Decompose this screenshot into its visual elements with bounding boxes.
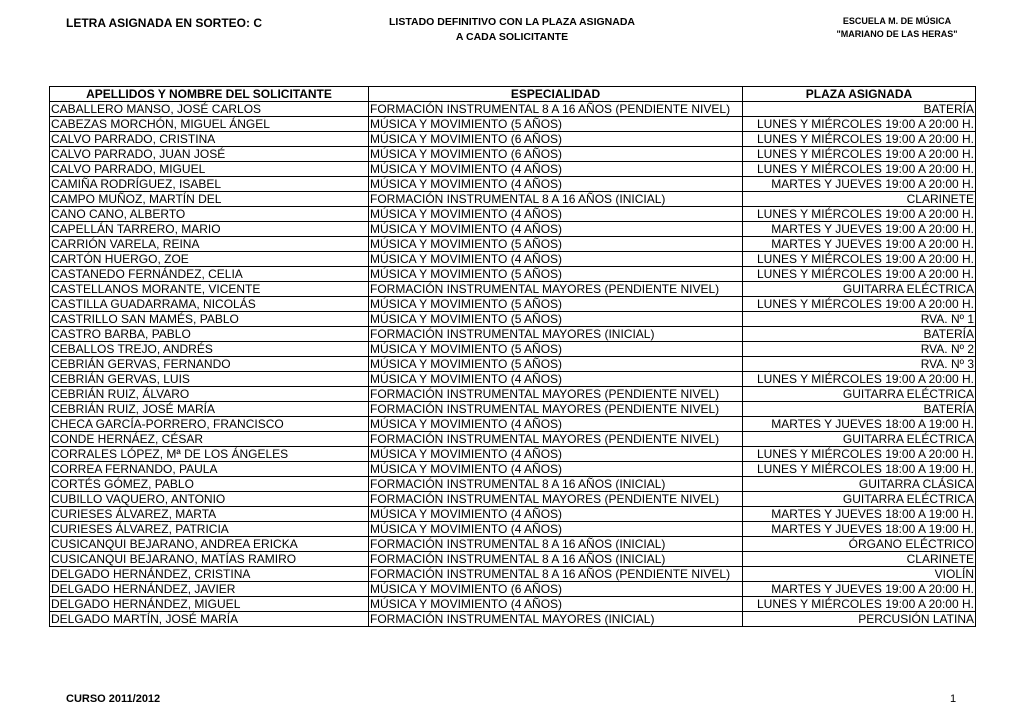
cell-specialty: MÚSICA Y MOVIMIENTO (4 AÑOS) <box>369 507 743 522</box>
cell-specialty: FORMACIÓN INSTRUMENTAL 8 A 16 AÑOS (INICIAL) <box>369 552 743 567</box>
lottery-letter-heading: LETRA ASIGNADA EN SORTEO: C <box>66 16 263 30</box>
cell-assigned-slot: MARTES Y JUEVES 19:00 A 20:00 H. <box>743 222 976 237</box>
table-row <box>50 117 976 132</box>
cell-specialty: MÚSICA Y MOVIMIENTO (4 AÑOS) <box>369 252 743 267</box>
table-row <box>50 342 976 357</box>
cell-assigned-slot: VIOLÍN <box>743 567 976 582</box>
cell-name: DELGADO HERNÁNDEZ, CRISTINA <box>50 567 369 582</box>
school-name-line2: "MARIANO DE LAS HERAS" <box>836 29 958 39</box>
column-header-assigned-slot: PLAZA ASIGNADA <box>743 87 976 102</box>
cell-name: CAPELLÁN TARRERO, MARIO <box>50 222 369 237</box>
cell-name: DELGADO MARTÍN, JOSÉ MARÍA <box>50 612 369 627</box>
cell-name: CORREA FERNANDO, PAULA <box>50 462 369 477</box>
cell-specialty: MÚSICA Y MOVIMIENTO (6 AÑOS) <box>369 147 743 162</box>
cell-specialty: MÚSICA Y MOVIMIENTO (5 AÑOS) <box>369 237 743 252</box>
cell-name: CEBALLOS TREJO, ANDRÉS <box>50 342 369 357</box>
table-row <box>50 567 976 582</box>
cell-name: CALVO PARRADO, CRISTINA <box>50 132 369 147</box>
cell-name: CAMPO MUÑOZ, MARTÍN DEL <box>50 192 369 207</box>
cell-specialty: FORMACIÓN INSTRUMENTAL MAYORES (PENDIENTE NIVEL) <box>369 432 743 447</box>
school-name <box>800 15 994 41</box>
cell-assigned-slot: LUNES Y MIÉRCOLES 19:00 A 20:00 H. <box>743 372 976 387</box>
table-row <box>50 447 976 462</box>
table-row <box>50 582 976 597</box>
cell-name: CALVO PARRADO, JUAN JOSÉ <box>50 147 369 162</box>
table-row <box>50 147 976 162</box>
cell-specialty: FORMACIÓN INSTRUMENTAL 8 A 16 AÑOS (INICIAL) <box>369 192 743 207</box>
cell-name: CEBRIÁN RUIZ, ÁLVARO <box>50 387 369 402</box>
table-row <box>50 507 976 522</box>
table-row <box>50 102 976 117</box>
document-title-line1: LISTADO DEFINITIVO CON LA PLAZA ASIGNADA <box>389 16 635 28</box>
cell-name: CARRIÓN VARELA, REINA <box>50 237 369 252</box>
table-row <box>50 402 976 417</box>
cell-name: CANO CANO, ALBERTO <box>50 207 369 222</box>
cell-specialty: MÚSICA Y MOVIMIENTO (5 AÑOS) <box>369 342 743 357</box>
cell-specialty: FORMACIÓN INSTRUMENTAL MAYORES (PENDIENTE NIVEL) <box>369 387 743 402</box>
table-row <box>50 252 976 267</box>
cell-assigned-slot: RVA. Nº 3 <box>743 357 976 372</box>
cell-assigned-slot: BATERÍA <box>743 402 976 417</box>
cell-assigned-slot: LUNES Y MIÉRCOLES 19:00 A 20:00 H. <box>743 447 976 462</box>
cell-specialty: MÚSICA Y MOVIMIENTO (5 AÑOS) <box>369 312 743 327</box>
cell-specialty: FORMACIÓN INSTRUMENTAL 8 A 16 AÑOS (PENDIENTE NIVEL) <box>369 102 743 117</box>
cell-specialty: FORMACIÓN INSTRUMENTAL 8 A 16 AÑOS (PENDIENTE NIVEL) <box>369 567 743 582</box>
column-header-specialty: ESPECIALIDAD <box>369 87 743 102</box>
cell-name: CASTANEDO FERNÁNDEZ, CELIA <box>50 267 369 282</box>
cell-specialty: FORMACIÓN INSTRUMENTAL MAYORES (INICIAL) <box>369 327 743 342</box>
cell-specialty: MÚSICA Y MOVIMIENTO (4 AÑOS) <box>369 207 743 222</box>
cell-specialty: MÚSICA Y MOVIMIENTO (4 AÑOS) <box>369 462 743 477</box>
cell-specialty: MÚSICA Y MOVIMIENTO (4 AÑOS) <box>369 447 743 462</box>
course-year: CURSO 2011/2012 <box>66 693 161 705</box>
table-row <box>50 597 976 612</box>
table-row <box>50 132 976 147</box>
cell-specialty: MÚSICA Y MOVIMIENTO (6 AÑOS) <box>369 132 743 147</box>
cell-specialty: FORMACIÓN INSTRUMENTAL MAYORES (PENDIENTE NIVEL) <box>369 282 743 297</box>
table-row <box>50 207 976 222</box>
school-name-line1: ESCUELA M. DE MÚSICA <box>842 16 952 26</box>
cell-specialty: MÚSICA Y MOVIMIENTO (5 AÑOS) <box>369 267 743 282</box>
cell-specialty: MÚSICA Y MOVIMIENTO (4 AÑOS) <box>369 597 743 612</box>
cell-assigned-slot: MARTES Y JUEVES 19:00 A 20:00 H. <box>743 582 976 597</box>
cell-assigned-slot: LUNES Y MIÉRCOLES 19:00 A 20:00 H. <box>743 267 976 282</box>
cell-assigned-slot: MARTES Y JUEVES 19:00 A 20:00 H. <box>743 177 976 192</box>
cell-specialty: MÚSICA Y MOVIMIENTO (4 AÑOS) <box>369 417 743 432</box>
table-row <box>50 237 976 252</box>
cell-assigned-slot: RVA. Nº 2 <box>743 342 976 357</box>
cell-assigned-slot: CLARINETE <box>743 192 976 207</box>
cell-name: CORRALES LÓPEZ, Mª DE LOS ÁNGELES <box>50 447 369 462</box>
cell-assigned-slot: ÓRGANO ELÉCTRICO <box>743 537 976 552</box>
cell-name: CONDE HERNÁEZ, CÉSAR <box>50 432 369 447</box>
cell-name: CURIESES ÁLVAREZ, MARTA <box>50 507 369 522</box>
column-header-name: APELLIDOS Y NOMBRE DEL SOLICITANTE <box>50 87 369 102</box>
cell-specialty: MÚSICA Y MOVIMIENTO (4 AÑOS) <box>369 177 743 192</box>
cell-assigned-slot: BATERÍA <box>743 102 976 117</box>
cell-specialty: MÚSICA Y MOVIMIENTO (5 AÑOS) <box>369 117 743 132</box>
cell-name: DELGADO HERNÁNDEZ, MIGUEL <box>50 597 369 612</box>
cell-specialty: MÚSICA Y MOVIMIENTO (5 AÑOS) <box>369 357 743 372</box>
table-row <box>50 372 976 387</box>
cell-assigned-slot: MARTES Y JUEVES 18:00 A 19:00 H. <box>743 522 976 537</box>
cell-name: CALVO PARRADO, MIGUEL <box>50 162 369 177</box>
table-row <box>50 552 976 567</box>
cell-assigned-slot: MARTES Y JUEVES 18:00 A 19:00 H. <box>743 507 976 522</box>
cell-name: CASTELLANOS MORANTE, VICENTE <box>50 282 369 297</box>
table-row <box>50 612 976 627</box>
cell-assigned-slot: MARTES Y JUEVES 18:00 A 19:00 H. <box>743 417 976 432</box>
cell-assigned-slot: LUNES Y MIÉRCOLES 18:00 A 19:00 H. <box>743 462 976 477</box>
cell-specialty: MÚSICA Y MOVIMIENTO (4 AÑOS) <box>369 222 743 237</box>
cell-name: CEBRIÁN GERVAS, FERNANDO <box>50 357 369 372</box>
cell-assigned-slot: MARTES Y JUEVES 19:00 A 20:00 H. <box>743 237 976 252</box>
cell-assigned-slot: RVA. Nº 1 <box>743 312 976 327</box>
table-row <box>50 522 976 537</box>
cell-assigned-slot: LUNES Y MIÉRCOLES 19:00 A 20:00 H. <box>743 132 976 147</box>
cell-assigned-slot: GUITARRA CLÁSICA <box>743 477 976 492</box>
cell-assigned-slot: LUNES Y MIÉRCOLES 19:00 A 20:00 H. <box>743 297 976 312</box>
table-row <box>50 327 976 342</box>
cell-specialty: MÚSICA Y MOVIMIENTO (5 AÑOS) <box>369 297 743 312</box>
cell-name: CUSICANQUI BEJARANO, ANDREA ERICKA <box>50 537 369 552</box>
cell-name: CASTRILLO SAN MAMÉS, PABLO <box>50 312 369 327</box>
cell-name: CHECA GARCÍA-PORRERO, FRANCISCO <box>50 417 369 432</box>
table-row <box>50 417 976 432</box>
cell-assigned-slot: GUITARRA ELÉCTRICA <box>743 387 976 402</box>
cell-name: CUBILLO VAQUERO, ANTONIO <box>50 492 369 507</box>
table-row <box>50 462 976 477</box>
cell-specialty: FORMACIÓN INSTRUMENTAL 8 A 16 AÑOS (INICIAL) <box>369 537 743 552</box>
cell-assigned-slot: GUITARRA ELÉCTRICA <box>743 432 976 447</box>
cell-assigned-slot: LUNES Y MIÉRCOLES 19:00 A 20:00 H. <box>743 597 976 612</box>
cell-assigned-slot: PERCUSIÓN LATINA <box>743 612 976 627</box>
table-row <box>50 162 976 177</box>
table-header-row <box>50 87 976 102</box>
cell-name: CASTILLA GUADARRAMA, NICOLÁS <box>50 297 369 312</box>
cell-name: CAMIÑA RODRÍGUEZ, ISABEL <box>50 177 369 192</box>
table-row <box>50 297 976 312</box>
cell-assigned-slot: CLARINETE <box>743 552 976 567</box>
table-row <box>50 357 976 372</box>
table-row <box>50 222 976 237</box>
cell-specialty: FORMACIÓN INSTRUMENTAL MAYORES (INICIAL) <box>369 612 743 627</box>
cell-specialty: MÚSICA Y MOVIMIENTO (4 AÑOS) <box>369 372 743 387</box>
cell-specialty: FORMACIÓN INSTRUMENTAL MAYORES (PENDIENTE NIVEL) <box>369 402 743 417</box>
table-row <box>50 312 976 327</box>
cell-assigned-slot: GUITARRA ELÉCTRICA <box>743 492 976 507</box>
cell-name: CURIESES ÁLVAREZ, PATRICIA <box>50 522 369 537</box>
table-row <box>50 537 976 552</box>
table-row <box>50 267 976 282</box>
cell-name: CUSICANQUI BEJARANO, MATÍAS RAMIRO <box>50 552 369 567</box>
cell-assigned-slot: BATERÍA <box>743 327 976 342</box>
cell-assigned-slot: LUNES Y MIÉRCOLES 19:00 A 20:00 H. <box>743 147 976 162</box>
cell-name: CEBRIÁN RUIZ, JOSÉ MARÍA <box>50 402 369 417</box>
cell-name: CEBRIÁN GERVAS, LUIS <box>50 372 369 387</box>
table-row <box>50 177 976 192</box>
cell-name: CORTÉS GÓMEZ, PABLO <box>50 477 369 492</box>
cell-assigned-slot: GUITARRA ELÉCTRICA <box>743 282 976 297</box>
document-title <box>370 15 654 45</box>
assignment-table <box>49 86 976 627</box>
cell-assigned-slot: LUNES Y MIÉRCOLES 19:00 A 20:00 H. <box>743 252 976 267</box>
table-row <box>50 192 976 207</box>
cell-assigned-slot: LUNES Y MIÉRCOLES 19:00 A 20:00 H. <box>743 117 976 132</box>
table-body <box>50 102 976 627</box>
table-row <box>50 432 976 447</box>
cell-specialty: MÚSICA Y MOVIMIENTO (4 AÑOS) <box>369 162 743 177</box>
table-row <box>50 492 976 507</box>
cell-assigned-slot: LUNES Y MIÉRCOLES 19:00 A 20:00 H. <box>743 207 976 222</box>
cell-name: DELGADO HERNÁNDEZ, JAVIER <box>50 582 369 597</box>
table-row <box>50 477 976 492</box>
table-row <box>50 282 976 297</box>
cell-name: CABALLERO MANSO, JOSÉ CARLOS <box>50 102 369 117</box>
page-number: 1 <box>950 693 957 705</box>
cell-name: CARTÓN HUERGO, ZOE <box>50 252 369 267</box>
cell-specialty: MÚSICA Y MOVIMIENTO (4 AÑOS) <box>369 522 743 537</box>
cell-assigned-slot: LUNES Y MIÉRCOLES 19:00 A 20:00 H. <box>743 162 976 177</box>
cell-specialty: MÚSICA Y MOVIMIENTO (6 AÑOS) <box>369 582 743 597</box>
cell-name: CASTRO BARBA, PABLO <box>50 327 369 342</box>
cell-name: CABEZAS MORCHÓN, MIGUEL ÁNGEL <box>50 117 369 132</box>
table-row <box>50 387 976 402</box>
cell-specialty: FORMACIÓN INSTRUMENTAL 8 A 16 AÑOS (INICIAL) <box>369 477 743 492</box>
cell-specialty: FORMACIÓN INSTRUMENTAL MAYORES (PENDIENTE NIVEL) <box>369 492 743 507</box>
document-title-line2: A CADA SOLICITANTE <box>455 31 569 43</box>
